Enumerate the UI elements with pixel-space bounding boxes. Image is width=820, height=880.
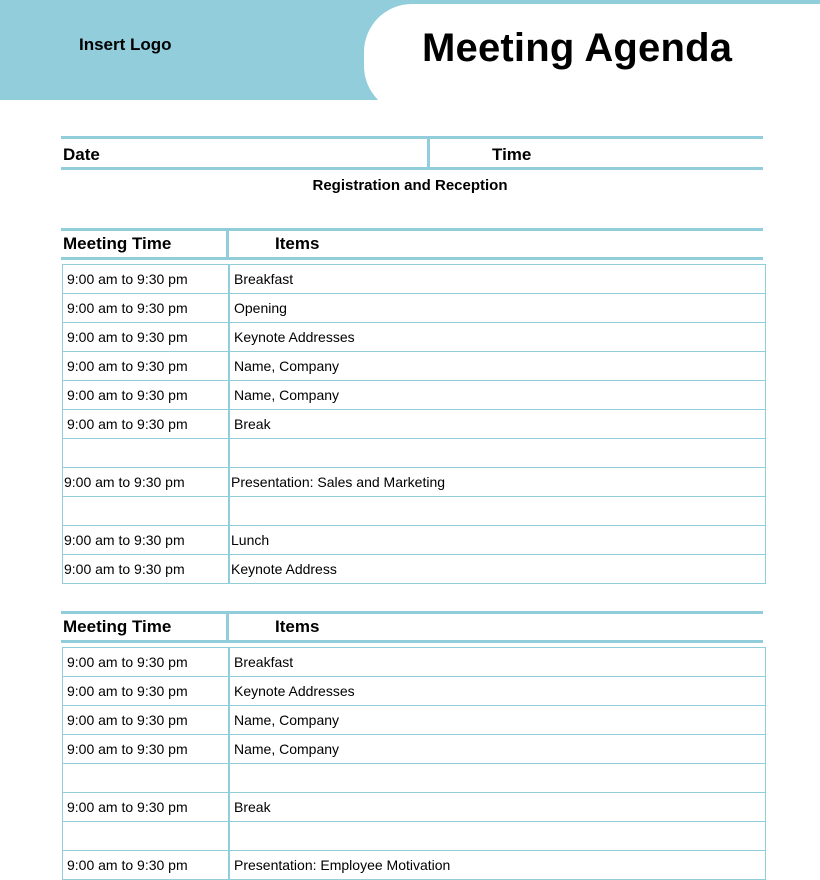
agenda-item-cell: Presentation: Sales and Marketing — [229, 468, 766, 497]
agenda-item-cell — [229, 822, 766, 851]
table-row — [63, 497, 766, 526]
table-row — [63, 294, 766, 323]
meeting-time-cell: 9:00 am to 9:30 pm — [63, 735, 230, 764]
meeting-time-header: Meeting Time — [63, 617, 172, 636]
table-row — [63, 764, 766, 793]
agenda-item-cell: Keynote Addresses — [229, 323, 766, 352]
meeting-time-cell — [63, 439, 230, 468]
table-row — [63, 706, 766, 735]
registration-heading: Registration and Reception — [312, 177, 508, 194]
section-header-divider — [226, 231, 229, 257]
agenda-item-cell — [229, 439, 766, 468]
agenda-item-cell: Name, Company — [229, 381, 766, 410]
meeting-time-header: Meeting Time — [63, 234, 172, 253]
agenda-item-cell: Name, Company — [229, 706, 766, 735]
table-row — [63, 352, 766, 381]
table-row — [63, 439, 766, 468]
items-header: Items — [275, 234, 320, 253]
section-header — [61, 611, 763, 643]
time-label: Time — [492, 145, 532, 164]
meeting-time-cell: 9:00 am to 9:30 pm — [63, 323, 230, 352]
table-row — [63, 265, 766, 294]
agenda-item-cell: Breakfast — [229, 265, 766, 294]
meeting-time-cell: 9:00 am to 9:30 pm — [63, 526, 230, 555]
meeting-time-cell: 9:00 am to 9:30 pm — [63, 381, 230, 410]
agenda-item-cell: Presentation: Employee Motivation — [229, 851, 766, 880]
date-time-divider — [427, 139, 430, 167]
meeting-time-cell: 9:00 am to 9:30 pm — [63, 793, 230, 822]
meeting-time-cell: 9:00 am to 9:30 pm — [63, 468, 230, 497]
date-label: Date — [63, 145, 100, 164]
page-title: Meeting Agenda — [422, 26, 733, 70]
meeting-time-cell: 9:00 am to 9:30 pm — [63, 648, 230, 677]
meeting-time-cell: 9:00 am to 9:30 pm — [63, 851, 230, 880]
agenda-item-cell — [229, 764, 766, 793]
meeting-time-cell: 9:00 am to 9:30 pm — [63, 410, 230, 439]
meeting-time-cell: 9:00 am to 9:30 pm — [63, 555, 230, 584]
table-row — [63, 648, 766, 677]
agenda-item-cell: Break — [229, 410, 766, 439]
section-header-divider — [226, 614, 229, 640]
meeting-time-cell: 9:00 am to 9:30 pm — [63, 677, 230, 706]
table-row — [63, 851, 766, 880]
table-row — [63, 381, 766, 410]
meeting-time-cell — [63, 822, 230, 851]
meeting-time-cell: 9:00 am to 9:30 pm — [63, 352, 230, 381]
table-row — [63, 822, 766, 851]
date-time-row — [61, 136, 763, 170]
table-row — [63, 410, 766, 439]
table-row — [63, 323, 766, 352]
agenda-item-cell — [229, 497, 766, 526]
meeting-time-cell — [63, 764, 230, 793]
agenda-item-cell: Keynote Address — [229, 555, 766, 584]
meeting-time-cell — [63, 497, 230, 526]
logo-placeholder: Insert Logo — [79, 35, 172, 54]
table-row — [63, 793, 766, 822]
agenda-table — [62, 264, 766, 584]
meeting-time-cell: 9:00 am to 9:30 pm — [63, 294, 230, 323]
agenda-item-cell: Opening — [229, 294, 766, 323]
meeting-time-cell: 9:00 am to 9:30 pm — [63, 706, 230, 735]
items-header: Items — [275, 617, 320, 636]
table-row — [63, 555, 766, 584]
meeting-time-cell: 9:00 am to 9:30 pm — [63, 265, 230, 294]
table-row — [63, 468, 766, 497]
agenda-item-cell: Name, Company — [229, 735, 766, 764]
section-header — [61, 228, 763, 260]
agenda-table — [62, 647, 766, 880]
table-row — [63, 677, 766, 706]
agenda-item-cell: Keynote Addresses — [229, 677, 766, 706]
table-row — [63, 526, 766, 555]
agenda-item-cell: Name, Company — [229, 352, 766, 381]
agenda-item-cell: Break — [229, 793, 766, 822]
table-row — [63, 735, 766, 764]
agenda-item-cell: Lunch — [229, 526, 766, 555]
agenda-item-cell: Breakfast — [229, 648, 766, 677]
